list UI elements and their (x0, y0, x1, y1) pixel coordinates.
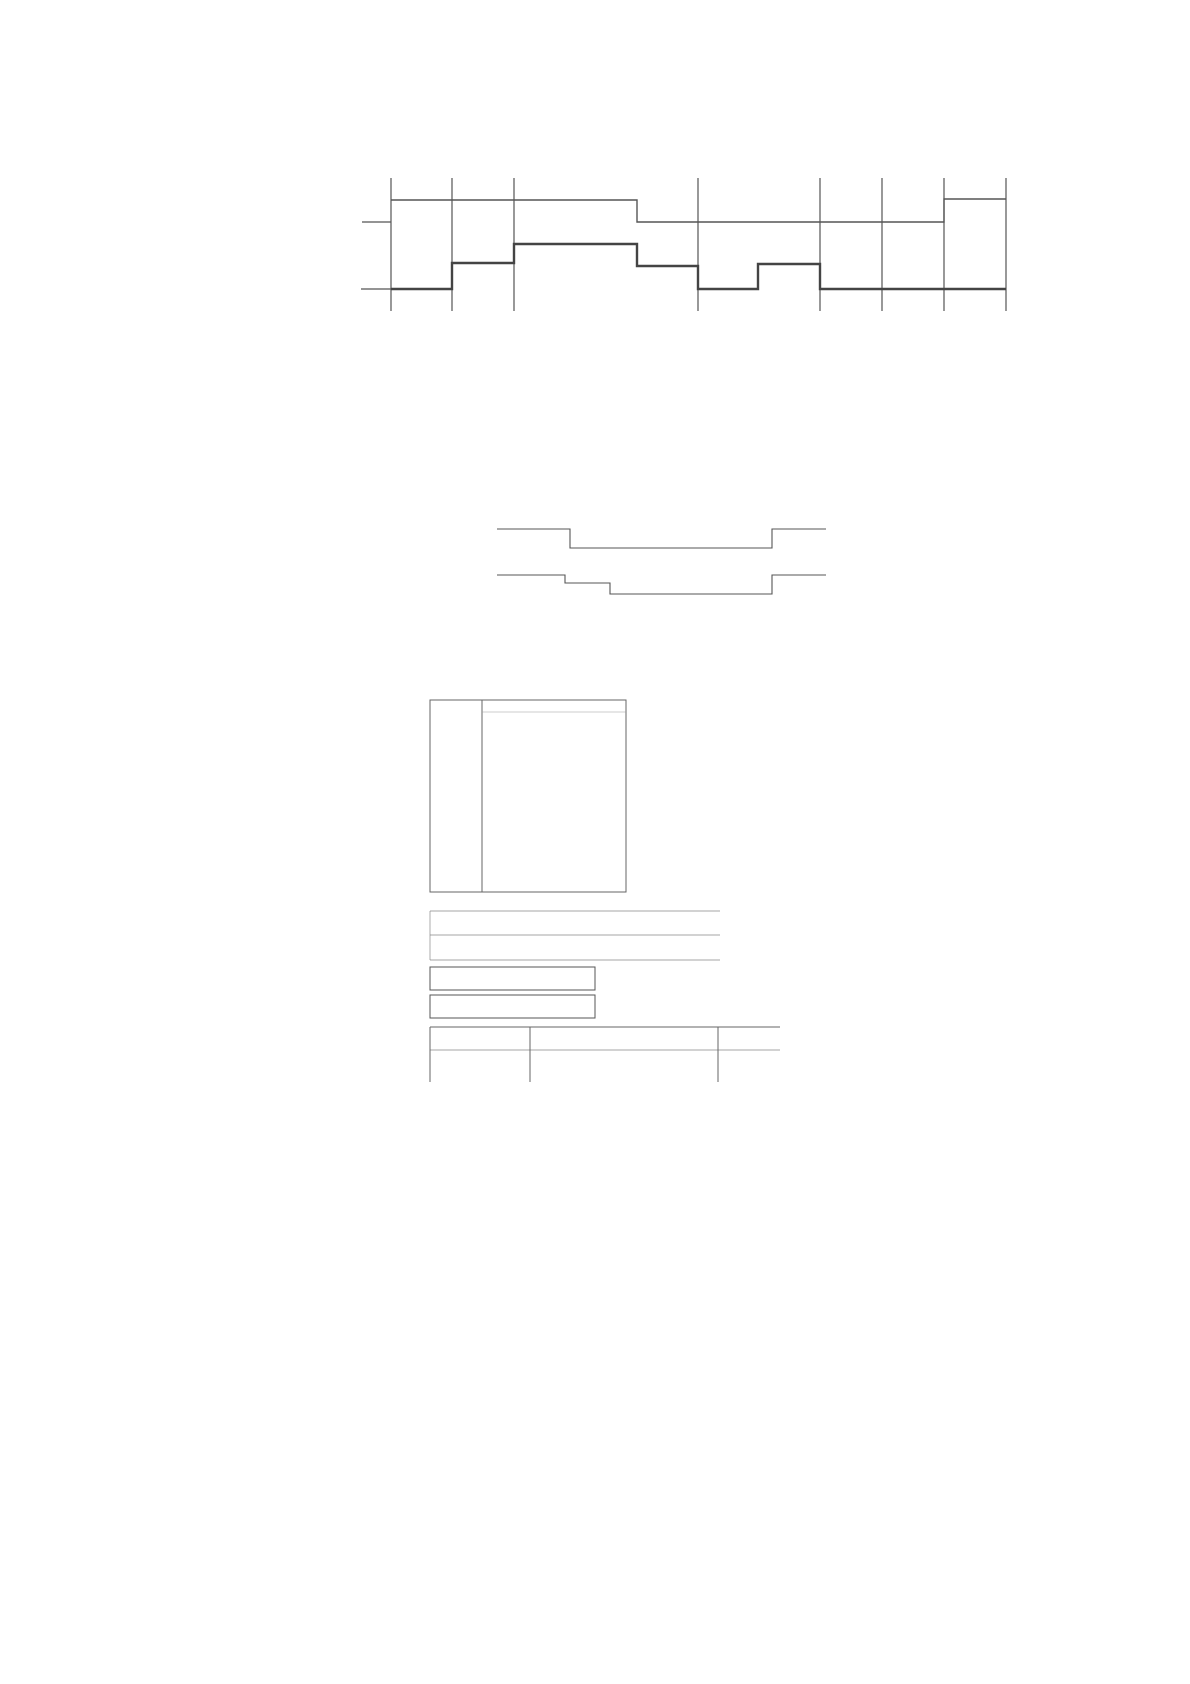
weight-table-3 (430, 1027, 780, 1082)
timing-diagram-indoor (361, 178, 1006, 311)
fan-speed-table (430, 700, 626, 892)
outdoor-fan-waveform (497, 575, 826, 594)
time-dividers (391, 178, 1006, 311)
weight-table-2 (430, 967, 595, 1018)
compressor-waveform (497, 529, 826, 548)
weight-table-1 (430, 911, 720, 960)
timing-diagram-outdoor (497, 529, 826, 594)
